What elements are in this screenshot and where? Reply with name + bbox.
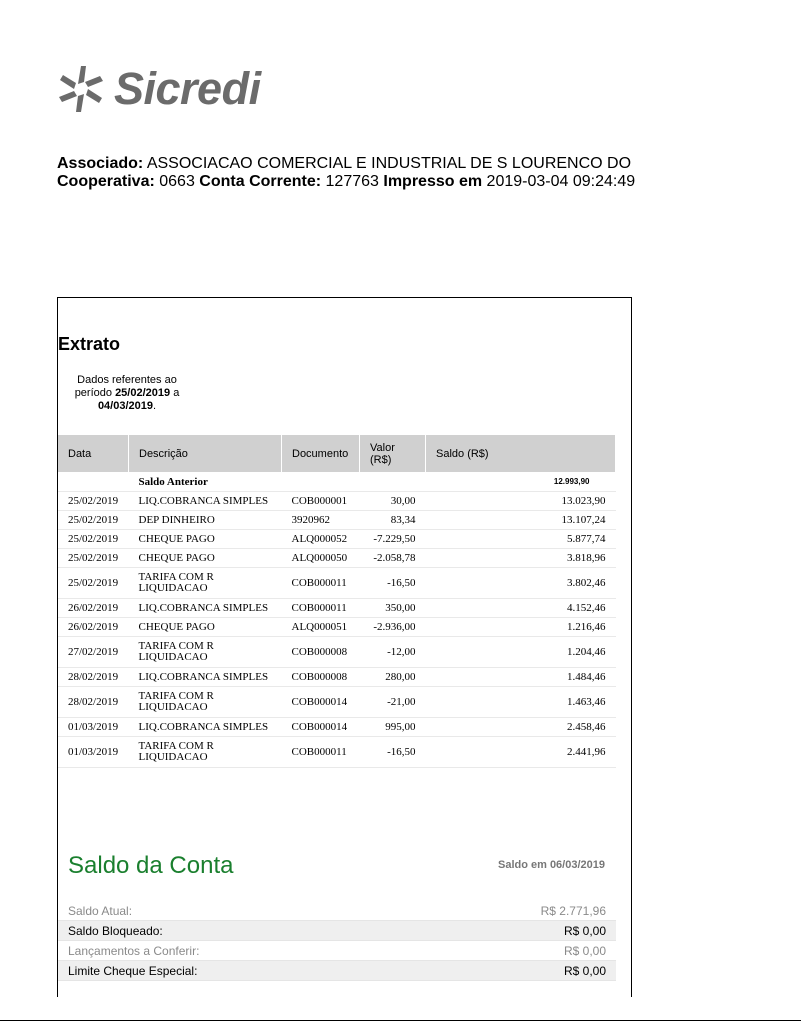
table-row <box>58 492 616 511</box>
impresso-value: 2019-03-04 09:24:49 <box>486 173 636 190</box>
transactions-table <box>58 435 616 768</box>
document-cell: ALQ000050 <box>282 549 360 568</box>
date-cell: 27/02/2019 <box>58 637 129 668</box>
summary-value: R$ 0,00 <box>415 921 616 941</box>
document-cell: COB000008 <box>282 668 360 687</box>
column-header-descricao: Descrição <box>129 435 282 472</box>
document-cell: COB000001 <box>282 492 360 511</box>
conta-label: Conta Corrente: <box>199 173 322 190</box>
description-cell: TARIFA COM R LIQUIDACAO <box>129 687 282 718</box>
extrato-panel <box>57 297 632 997</box>
date-cell: 01/03/2019 <box>58 718 129 737</box>
date-cell: 25/02/2019 <box>58 511 129 530</box>
date-cell: 26/02/2019 <box>58 618 129 637</box>
summary-label: Saldo Bloqueado: <box>58 921 415 941</box>
table-row <box>58 511 616 530</box>
value-cell: -12,00 <box>360 637 426 668</box>
sicredi-logo <box>56 62 261 116</box>
table-row <box>58 687 616 718</box>
period-start: 25/02/2019 <box>115 387 171 399</box>
balance-cell: 13.107,24 <box>426 511 616 530</box>
period-end: 04/03/2019 <box>97 400 153 412</box>
summary-row <box>58 901 616 921</box>
balance-cell: 2.458,46 <box>426 718 616 737</box>
column-header-data: Data <box>58 435 129 472</box>
description-cell: LIQ.COBRANCA SIMPLES <box>129 599 282 618</box>
date-cell: 28/02/2019 <box>58 687 129 718</box>
saldo-conta-title: Saldo da Conta <box>68 852 234 879</box>
saldo-summary-table <box>58 901 616 981</box>
document-cell: 3920962 <box>282 511 360 530</box>
sicredi-logo-icon <box>56 62 106 116</box>
balance-cell: 2.441,96 <box>426 737 616 768</box>
value-cell: -7.229,50 <box>360 530 426 549</box>
logo-wordmark: Sicredi <box>114 63 261 114</box>
value-cell: -2.936,00 <box>360 618 426 637</box>
description-cell: LIQ.COBRANCA SIMPLES <box>129 668 282 687</box>
value-cell: -21,00 <box>360 687 426 718</box>
account-line <box>57 173 635 191</box>
description-cell: TARIFA COM R LIQUIDACAO <box>129 637 282 668</box>
balance-cell: 3.802,46 <box>426 568 616 599</box>
summary-value: R$ 0,00 <box>415 961 616 981</box>
associado-line <box>57 155 635 173</box>
document-cell: COB000011 <box>282 568 360 599</box>
table-header <box>58 435 616 472</box>
balance-cell: 13.023,90 <box>426 492 616 511</box>
summary-row <box>58 961 616 981</box>
date-cell: 25/02/2019 <box>58 549 129 568</box>
table-row <box>58 549 616 568</box>
value-cell: 350,00 <box>360 599 426 618</box>
description-cell: TARIFA COM R LIQUIDACAO <box>129 737 282 768</box>
page-divider <box>0 1020 801 1021</box>
balance-cell: 5.877,74 <box>426 530 616 549</box>
table-row <box>58 599 616 618</box>
value-cell: 83,34 <box>360 511 426 530</box>
summary-label: Limite Cheque Especial: <box>58 961 415 981</box>
description-cell: CHEQUE PAGO <box>129 618 282 637</box>
summary-row <box>58 921 616 941</box>
associado-label: Associado: <box>57 155 144 172</box>
summary-value: R$ 2.771,96 <box>415 901 616 921</box>
summary-label: Lançamentos a Conferir: <box>58 941 415 961</box>
value-cell: 30,00 <box>360 492 426 511</box>
table-row <box>58 637 616 668</box>
document-cell: COB000014 <box>282 718 360 737</box>
value-cell: 280,00 <box>360 668 426 687</box>
column-header-saldo: Saldo (R$) <box>426 435 616 472</box>
column-header-valor: Valor (R$) <box>360 435 426 472</box>
description-cell: LIQ.COBRANCA SIMPLES <box>129 718 282 737</box>
period-prefix: Dados referentes ao período <box>74 374 177 399</box>
date-cell: 01/03/2019 <box>58 737 129 768</box>
description-cell: CHEQUE PAGO <box>129 530 282 549</box>
date-cell: 25/02/2019 <box>58 492 129 511</box>
document-cell: COB000014 <box>282 687 360 718</box>
period-info: Dados referentes ao período 25/02/2019 a 04/03/2019. <box>74 374 180 412</box>
balance-cell: 1.204,46 <box>426 637 616 668</box>
document-cell: ALQ000051 <box>282 618 360 637</box>
document-cell: COB000008 <box>282 637 360 668</box>
extrato-title: Extrato <box>58 334 121 354</box>
document-cell: COB000011 <box>282 599 360 618</box>
table-row <box>58 568 616 599</box>
account-header <box>57 155 635 191</box>
table-row <box>58 737 616 768</box>
table-row <box>58 530 616 549</box>
period-mid: a <box>173 387 180 399</box>
description-cell: TARIFA COM R LIQUIDACAO <box>129 568 282 599</box>
cooperativa-label: Cooperativa: <box>57 173 155 190</box>
balance-cell: 4.152,46 <box>426 599 616 618</box>
date-cell: 25/02/2019 <box>58 568 129 599</box>
associado-value: ASSOCIACAO COMERCIAL E INDUSTRIAL DE S LOURENCO DO <box>146 155 632 172</box>
balance-cell: 1.216,46 <box>426 618 616 637</box>
date-cell: 25/02/2019 <box>58 530 129 549</box>
description-cell: DEP DINHEIRO <box>129 511 282 530</box>
cooperativa-value: 0663 <box>159 173 195 190</box>
document-cell: ALQ000052 <box>282 530 360 549</box>
summary-label: Saldo Atual: <box>58 901 415 921</box>
value-cell: 995,00 <box>360 718 426 737</box>
saldo-anterior-label: Saldo Anterior <box>129 472 426 492</box>
description-cell: LIQ.COBRANCA SIMPLES <box>129 492 282 511</box>
conta-value: 127763 <box>325 173 379 190</box>
saldo-anterior-value: 12.993,90 <box>426 472 616 492</box>
column-header-documento: Documento <box>282 435 360 472</box>
summary-row <box>58 941 616 961</box>
saldo-date: Saldo em 06/03/2019 <box>497 859 605 871</box>
saldo-anterior-row <box>58 472 616 492</box>
value-cell: -16,50 <box>360 737 426 768</box>
table-row <box>58 618 616 637</box>
value-cell: -2.058,78 <box>360 549 426 568</box>
date-cell: 28/02/2019 <box>58 668 129 687</box>
balance-cell: 3.818,96 <box>426 549 616 568</box>
balance-cell: 1.463,46 <box>426 687 616 718</box>
impresso-label: Impresso em <box>383 173 483 190</box>
value-cell: -16,50 <box>360 568 426 599</box>
description-cell: CHEQUE PAGO <box>129 549 282 568</box>
balance-cell: 1.484,46 <box>426 668 616 687</box>
table-cell <box>58 472 129 492</box>
document-cell: COB000011 <box>282 737 360 768</box>
table-row <box>58 668 616 687</box>
summary-value: R$ 0,00 <box>415 941 616 961</box>
date-cell: 26/02/2019 <box>58 599 129 618</box>
table-row <box>58 718 616 737</box>
